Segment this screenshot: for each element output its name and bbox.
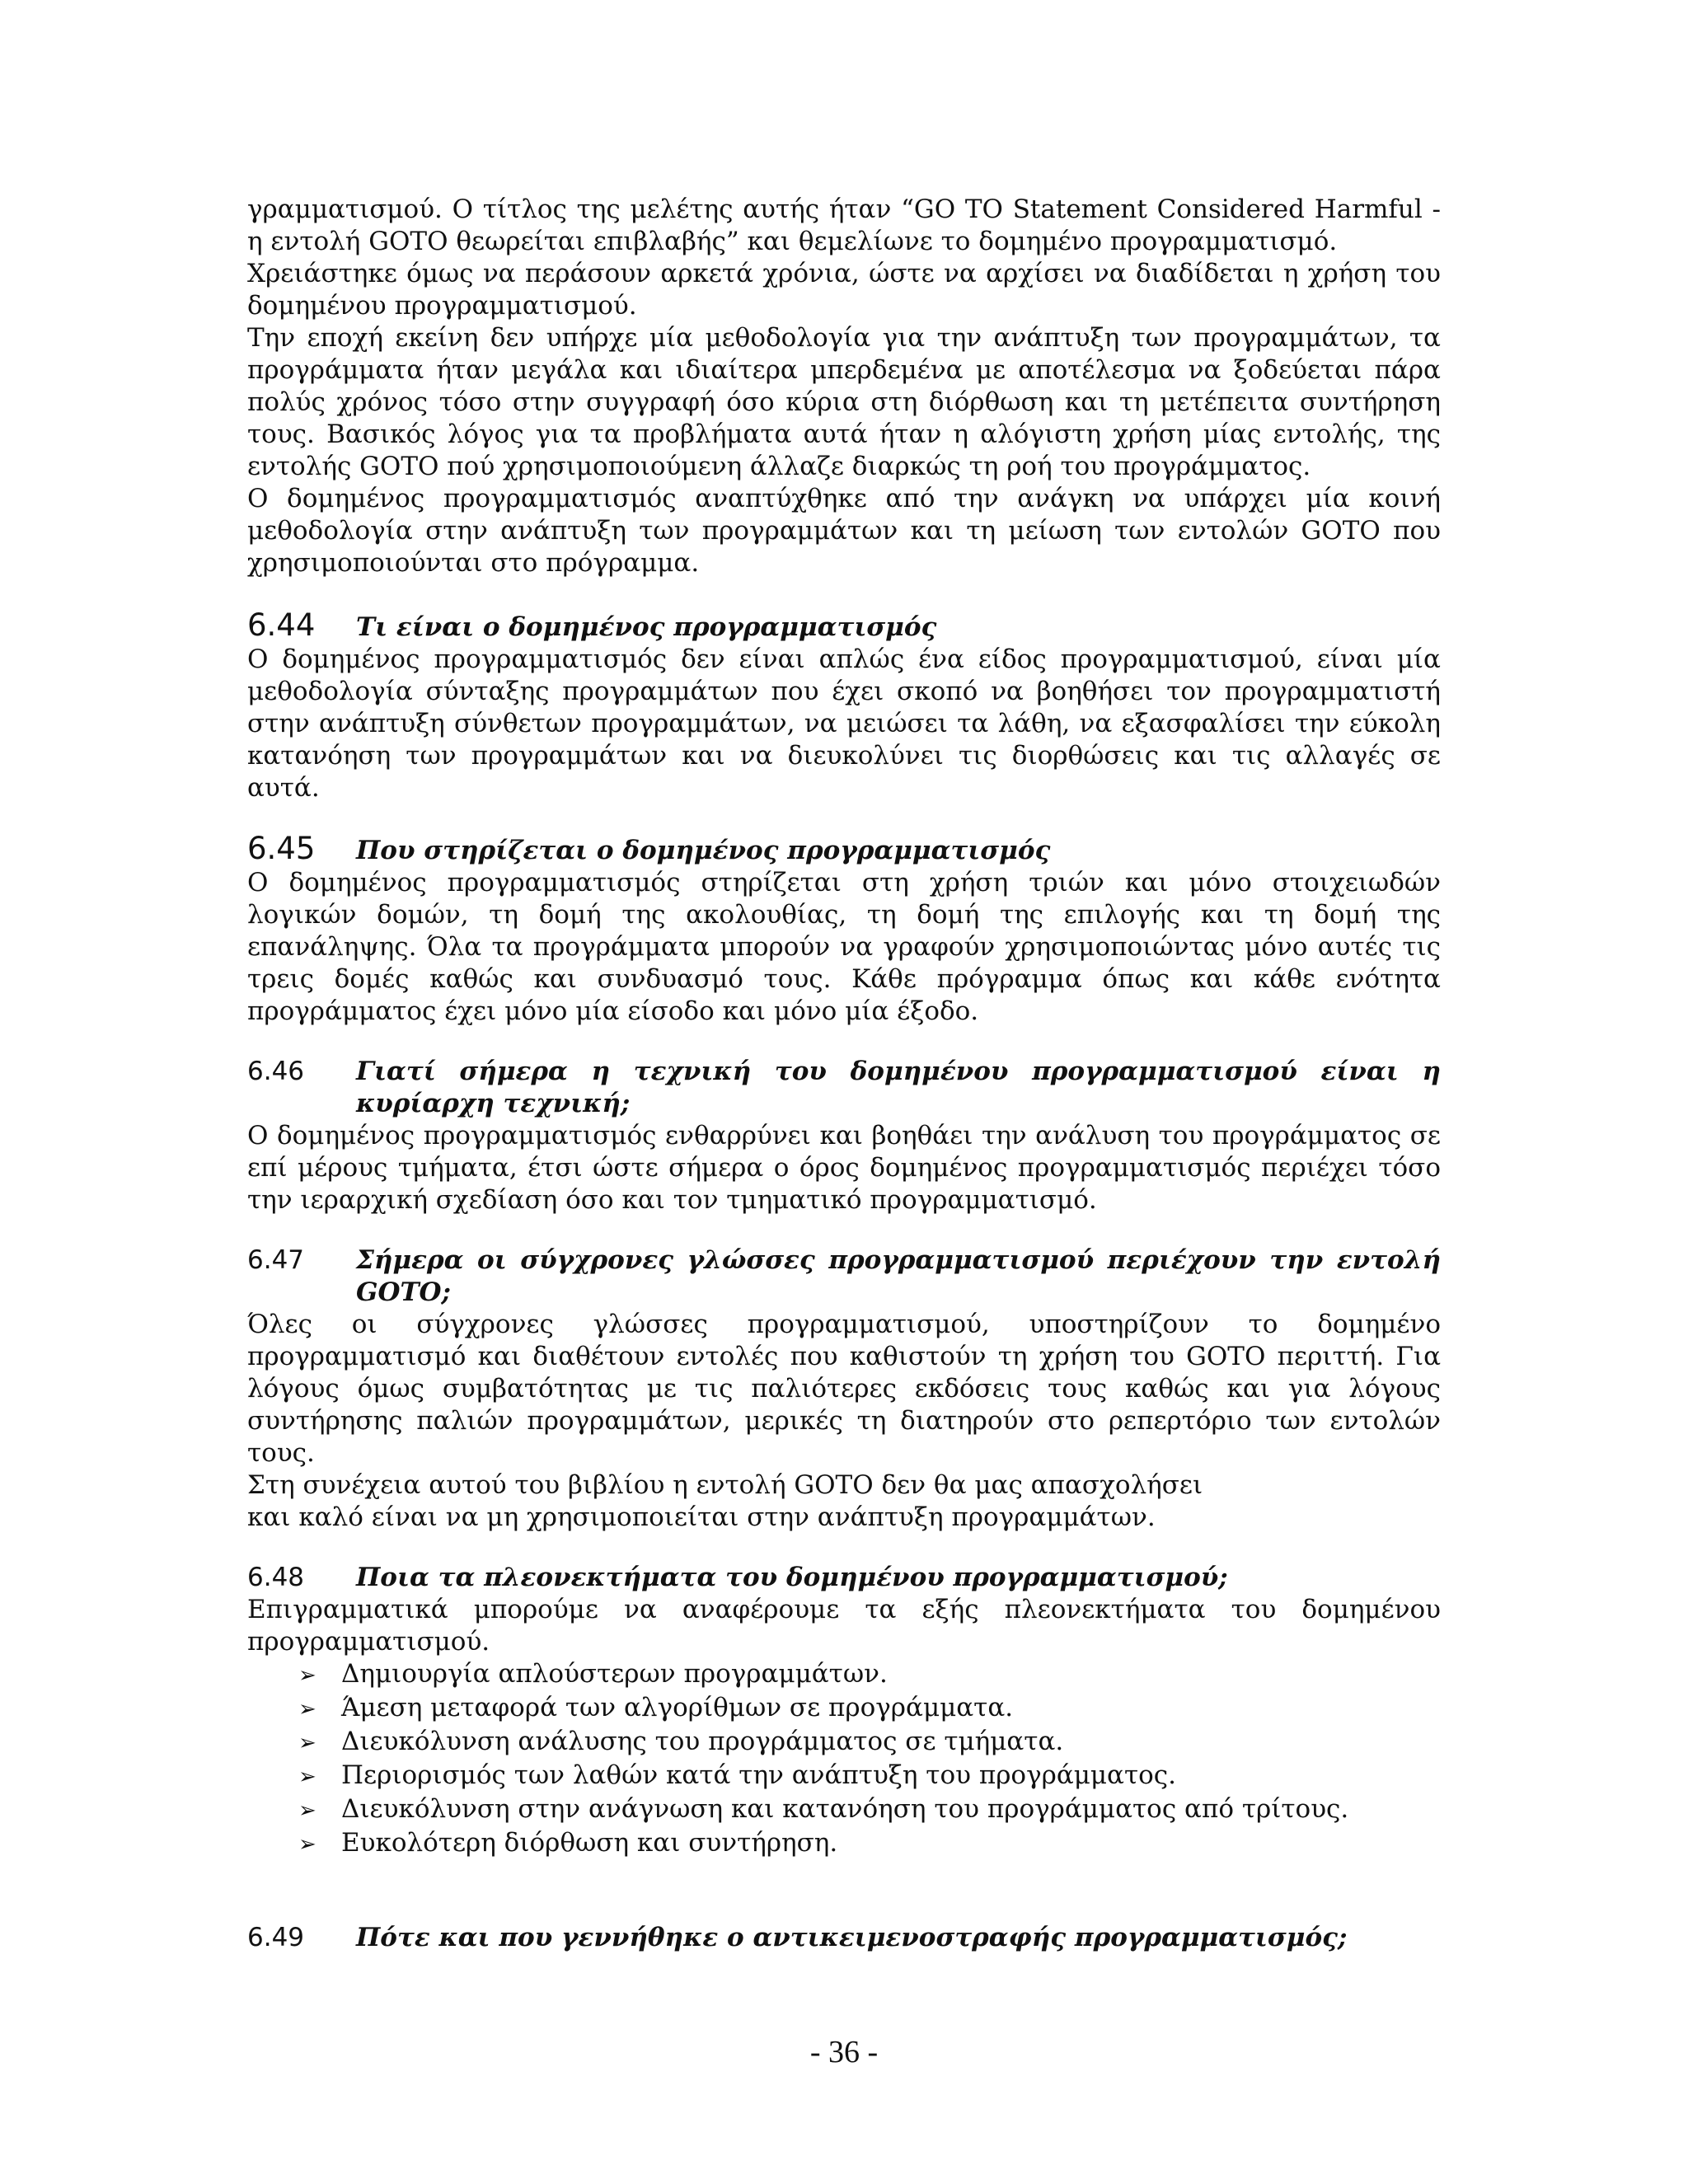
paragraph: Στη συνέχεια αυτού του βιβλίου η εντολή GOTO δεν θα μας απασχολήσει xyxy=(247,1470,1203,1500)
paragraph: Ο δομημένος προγραμματισμός στηρίζεται στη χρήση τριών και μόνο στοιχειωδών λογικών δομών, τη δομή της ακολουθίας, τη δομή της επιλογής και τη δομή της επανάληψης. Όλα τα προγράμματα μπορούν να γραφούν χρησιμοποιώντας μόνο αυτές τις τρεις δομές καθώς και συνδυασμό τους. Κάθε πρόγραμμα όπως και κάθε ενότητα προγράμματος έχει μόνο μία είσοδο και μόνο μία έξοδο. xyxy=(247,868,1441,1026)
section-number: 6.44 xyxy=(247,607,316,643)
list-item-text: Ευκολότερη διόρθωση και συντήρηση. xyxy=(341,1828,838,1858)
section-heading xyxy=(247,832,1441,867)
section-6-47 xyxy=(247,1244,1441,1534)
section-6-44 xyxy=(247,609,1441,804)
paragraph: Χρειάστηκε όμως να περάσουν αρκετά χρόνια, ώστε να αρχίσει να διαδίδεται η χρήση του δομημένου προγραμματισμού. xyxy=(247,259,1441,321)
section-heading xyxy=(247,1562,1441,1594)
list-item xyxy=(298,1760,1441,1793)
arrow-bullet-icon: ➢ xyxy=(298,1832,316,1857)
section-6-46 xyxy=(247,1056,1441,1216)
section-title: Ποια τα πλεονεκτήματα του δομημένου προγραμματισμού; xyxy=(356,1563,1228,1592)
list-item xyxy=(298,1692,1441,1726)
intro-block xyxy=(247,194,1441,579)
section-heading xyxy=(247,609,1441,644)
paragraph: Όλες οι σύγχρονες γλώσσες προγραμματισμού, υποστηρίζουν το δομημένο προγραμματισμό και διαθέτουν εντολές που καθιστούν τη χρήση του GOTO περιττή. Για λόγους όμως συμβατότητας με τις παλιότερες εκδόσεις τους καθώς και για λόγους συντήρησης παλιών προγραμμάτων, μερικές τη διατηρούν στο ρεπερτόριο των εντολών τους. xyxy=(247,1310,1441,1468)
section-title: Που στηρίζεται ο δομημένος προγραμματισμός xyxy=(356,836,1051,865)
list-item xyxy=(298,1793,1441,1827)
section-number: 6.49 xyxy=(247,1923,305,1952)
section-number: 6.48 xyxy=(247,1563,305,1592)
section-number: 6.47 xyxy=(247,1245,305,1275)
paragraph: γραμματισμού. Ο τίτλος της μελέτης αυτής ήταν “GO TO Statement Considered Harmful - η εντολή GOTO θεωρείται επιβλαβής” και θεμελίωνε το δομημένο προγραμματισμό. xyxy=(247,194,1441,256)
arrow-bullet-icon: ➢ xyxy=(298,1731,316,1755)
paragraph: Ο δομημένος προγραμματισμός αναπτύχθηκε από την ανάγκη να υπάρχει μία κοινή μεθοδολογία στην ανάπτυξη των προγραμμάτων και τη μείωση των εντολών GOTO που χρησιμοποιούνται στο πρόγραμμα. xyxy=(247,484,1441,578)
paragraph: Ο δομημένος προγραμματισμός ενθαρρύνει και βοηθάει την ανάλυση του προγράμματος σε επί μέρους τμήματα, έτσι ώστε σήμερα ο όρος δομημένος προγραμματισμός περιέχει τόσο την ιεραρχική σχεδίαση όσο και τον τμηματικό προγραμματισμό. xyxy=(247,1121,1441,1215)
section-title: Γιατί σήμερα η τεχνική του δομημένου προγραμματισμού είναι η κυρίαρχη τεχνική; xyxy=(356,1057,1441,1118)
section-number: 6.45 xyxy=(247,831,316,866)
list-item-text: Διευκόλυνση ανάλυσης του προγράμματος σε τμήματα. xyxy=(341,1727,1064,1756)
section-title: Πότε και που γεννήθηκε ο αντικειμενοστραφής προγραμματισμός; xyxy=(356,1923,1348,1952)
advantages-list xyxy=(298,1658,1441,1861)
list-item xyxy=(298,1658,1441,1692)
paragraph: Την εποχή εκείνη δεν υπήρχε μία μεθοδολογία για την ανάπτυξη των προγραμμάτων, τα προγράμματα ήταν μεγάλα και ιδιαίτερα μπερδεμένα με αποτέλεσμα να ξοδεύεται πάρα πολύς χρόνος τόσο στην συγγραφή όσο κύρια στη διόρθωση και τη μετέπειτα συντήρηση τους. Βασικός λόγος για τα προβλήματα αυτά ήταν η αλόγιστη χρήση μίας εντολής, της εντολής GOTO πού χρησιμοποιούμενη άλλαζε διαρκώς τη ροή του προγράμματος. xyxy=(247,323,1441,481)
section-title: Σήμερα οι σύγχρονες γλώσσες προγραμματισμού περιέχουν την εντολή GOTO; xyxy=(356,1245,1441,1307)
list-item xyxy=(298,1726,1441,1760)
page-number: - 36 - xyxy=(809,2035,879,2069)
page-body xyxy=(247,194,1441,1954)
paragraph: Ο δομημένος προγραμματισμός δεν είναι απλώς ένα είδος προγραμματισμού, είναι μία μεθοδολογία σύνταξης προγραμμάτων που έχει σκοπό να βοηθήσει τον προγραμματιστή στην ανάπτυξη σύνθετων προγραμμάτων, να μειώσει τα λάθη, να εξασφαλίσει την εύκολη κατανόηση των προγραμμάτων και να διευκολύνει τις διορθώσεις και τις αλλαγές σε αυτά. xyxy=(247,644,1441,803)
section-heading xyxy=(247,1922,1441,1954)
section-title: Τι είναι ο δομημένος προγραμματισμός xyxy=(356,612,937,642)
section-6-49 xyxy=(247,1922,1441,1954)
paragraph: Επιγραμματικά μπορούμε να αναφέρουμε τα εξής πλεονεκτήματα του δομημένου προγραμματισμού. xyxy=(247,1595,1441,1657)
arrow-bullet-icon: ➢ xyxy=(298,1765,316,1789)
list-item-text: Δημιουργία απλούστερων προγραμμάτων. xyxy=(341,1659,888,1689)
section-heading xyxy=(247,1056,1441,1120)
list-item-text: Άμεση μεταφορά των αλγορίθμων σε προγράμματα. xyxy=(341,1693,1014,1722)
list-item xyxy=(298,1827,1441,1861)
section-number: 6.46 xyxy=(247,1057,305,1086)
arrow-bullet-icon: ➢ xyxy=(298,1697,316,1722)
section-heading xyxy=(247,1244,1441,1309)
arrow-bullet-icon: ➢ xyxy=(298,1663,316,1688)
section-6-48 xyxy=(247,1562,1441,1861)
arrow-bullet-icon: ➢ xyxy=(298,1798,316,1823)
list-item-text: Διευκόλυνση στην ανάγνωση και κατανόηση του προγράμματος από τρίτους. xyxy=(341,1794,1349,1824)
section-6-45 xyxy=(247,832,1441,1028)
paragraph: και καλό είναι να μη χρησιμοποιείται στην ανάπτυξη προγραμμάτων. xyxy=(247,1502,1156,1532)
list-item-text: Περιορισμός των λαθών κατά την ανάπτυξη του προγράμματος. xyxy=(341,1760,1177,1790)
